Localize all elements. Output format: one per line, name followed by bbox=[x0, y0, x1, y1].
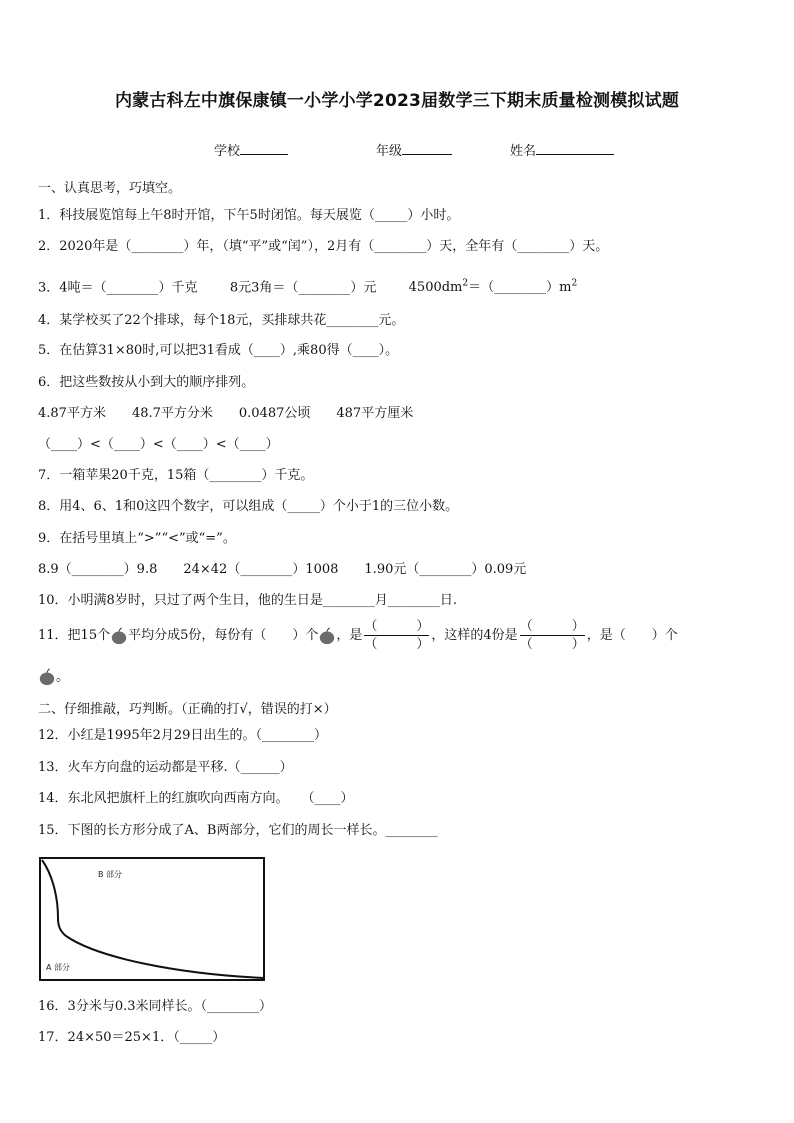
question-5: 5．在估算31×80时,可以把31看成（____）,乘80得（____）。 bbox=[38, 343, 399, 358]
question-11-end: 。 bbox=[38, 668, 69, 687]
name-blank[interactable] bbox=[536, 142, 614, 155]
grade-blank[interactable] bbox=[402, 142, 452, 155]
school-field bbox=[214, 140, 288, 159]
question-13: 13．火车方向盘的运动都是平移.（______） bbox=[38, 760, 293, 775]
question-6-items: 4.87平方米 48.7平方分米 0.0487公顷 487平方厘米 bbox=[38, 406, 414, 421]
question-3 bbox=[38, 275, 577, 297]
school-blank[interactable] bbox=[240, 142, 288, 155]
question-14: 14．东北风把旗杆上的红旗吹向西南方向。 （____） bbox=[38, 791, 354, 806]
question-9-items: 8.9（________）9.8 24×42（________）1008 1.90元（________）0.09元 bbox=[38, 562, 527, 577]
question-1: 1．科技展览馆每上午8时开馆，下午5时闭馆。每天展览（_____）小时。 bbox=[38, 208, 460, 223]
question-6-blanks: （____）<（____）<（____）<（____） bbox=[38, 437, 279, 452]
name-field bbox=[510, 140, 614, 159]
school-label: 学校 bbox=[214, 144, 241, 159]
label-a: A 部分 bbox=[46, 963, 71, 972]
fraction-blank-2[interactable]: $\frac{( )}{( )}$ bbox=[519, 619, 585, 652]
question-15: 15．下图的长方形分成了A、B两部分，它们的周长一样长。________ bbox=[38, 823, 438, 838]
question-3-part-c: $4500dm^2=(\_\_\_\_\_\_\_\_)m^2$ bbox=[408, 279, 578, 296]
question-9: 9．在括号里填上“>”“<”或“=”。 bbox=[38, 531, 236, 546]
question-16: 16．3分米与0.3米同样长。（________） bbox=[38, 999, 272, 1014]
apple-icon bbox=[38, 668, 56, 686]
question-11: 11．把15个 平均分成5份，每份有（ ）个 ，是 $\frac{( )}{( )}$ ，这样的4份是 $\frac{( )}{( )}$ ，是（ ）个 bbox=[38, 619, 678, 652]
grade-label: 年级 bbox=[376, 144, 403, 159]
name-label: 姓名 bbox=[510, 144, 537, 159]
question-8: 8．用4、6、1和0这四个数字，可以组成（_____）个小于1的三位小数。 bbox=[38, 499, 459, 514]
question-7: 7．一箱苹果20千克，15箱（________）千克。 bbox=[38, 468, 314, 483]
section-1-heading: 一、认真思考，巧填空。 bbox=[38, 181, 182, 196]
page-title: 内蒙古科左中旗保康镇一小学小学2023届数学三下期末质量检测模拟试题 bbox=[114, 91, 680, 111]
question-3-part-a: 3．4吨＝（________）千克 bbox=[38, 280, 198, 296]
apple-icon bbox=[318, 627, 336, 645]
dividing-curve bbox=[42, 860, 264, 978]
question-4: 4．某学校买了22个排球，每个18元，买排球共花________元。 bbox=[38, 313, 405, 328]
question-2: 2．2020年是（________）年，（填“平”或“闰”），2月有（________）天，全年有（________）天。 bbox=[38, 239, 609, 254]
question-10: 10．小明满8岁时，只过了两个生日，他的生日是________月________日. bbox=[38, 593, 457, 608]
question-6: 6．把这些数按从小到大的顺序排列。 bbox=[38, 375, 255, 390]
apple-icon bbox=[110, 627, 128, 645]
fraction-blank-1[interactable]: $\frac{( )}{( )}$ bbox=[364, 619, 430, 652]
question-17: 17．24×50＝25×1．（_____） bbox=[38, 1030, 226, 1045]
grade-field bbox=[376, 140, 452, 159]
rectangle-border bbox=[40, 858, 264, 980]
section-2-heading: 二、仔细推敲，巧判断。（正确的打√，错误的打×） bbox=[38, 702, 337, 717]
question-12: 12．小红是1995年2月29日出生的。（________） bbox=[38, 728, 327, 743]
label-b: B 部分 bbox=[98, 870, 123, 879]
question-3-part-b: 8元3角＝（________）元 bbox=[229, 280, 377, 296]
rectangle-diagram bbox=[38, 856, 266, 982]
